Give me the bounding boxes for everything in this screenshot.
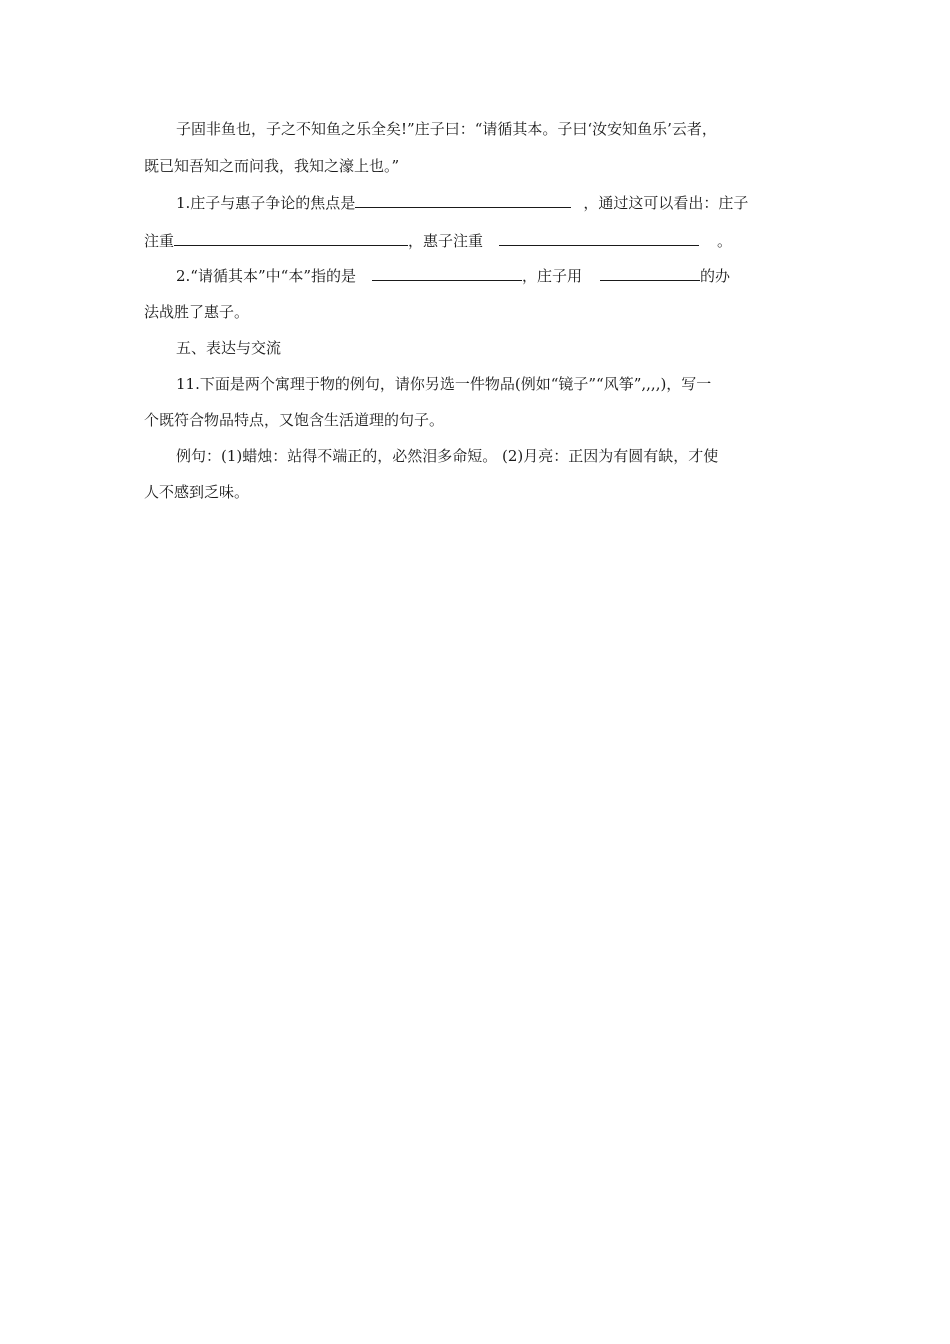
example-line-1: 例句：(1)蜡烛：站得不端正的，必然泪多命短。 (2)月亮：正因为有圆有缺，才使 [176, 447, 719, 465]
passage-line-1: 子固非鱼也，子之不知鱼之乐全矣!”庄子曰：“请循其本。子曰‘汝安知鱼乐’云者， [176, 120, 717, 138]
answer-blank-ben[interactable] [372, 265, 522, 281]
question-1-line-1 [176, 192, 748, 213]
question-11-line-2: 个既符合物品特点，又饱含生活道理的句子。 [144, 411, 445, 429]
question-1-prefix: 1.庄子与惠子争论的焦点是 [176, 194, 356, 212]
answer-blank-method[interactable] [600, 265, 700, 281]
question-2-line-2: 法战胜了惠子。 [144, 303, 250, 321]
question-1-line2-prefix: 注重 [144, 232, 175, 250]
question-2-line-1 [176, 265, 730, 286]
question-11-line-1: 11.下面是两个寓理于物的例句，请你另选一件物品(例如“镜子”“风筝”,,,,)，写一 [176, 375, 712, 393]
answer-blank-huizi[interactable] [499, 230, 699, 246]
question-1-line2-end: 。 [717, 232, 733, 250]
question-1-line-2 [144, 230, 732, 251]
question-2-mid: ，庄子用 [522, 267, 583, 285]
answer-blank-zhuangzi[interactable] [174, 230, 408, 246]
question-1-mid: ，通过这可以看出：庄子 [583, 194, 749, 212]
example-line-2: 人不感到乏味。 [144, 483, 250, 501]
question-2-prefix: 2.“请循其本”中“本”指的是 [176, 267, 356, 285]
question-2-end: 的办 [700, 267, 731, 285]
question-1-line2-mid: ，惠子注重 [408, 232, 484, 250]
passage-line-2: 既已知吾知之而问我，我知之濠上也。” [144, 157, 400, 175]
answer-blank-focus[interactable] [355, 192, 571, 208]
section-heading: 五、表达与交流 [176, 339, 282, 357]
